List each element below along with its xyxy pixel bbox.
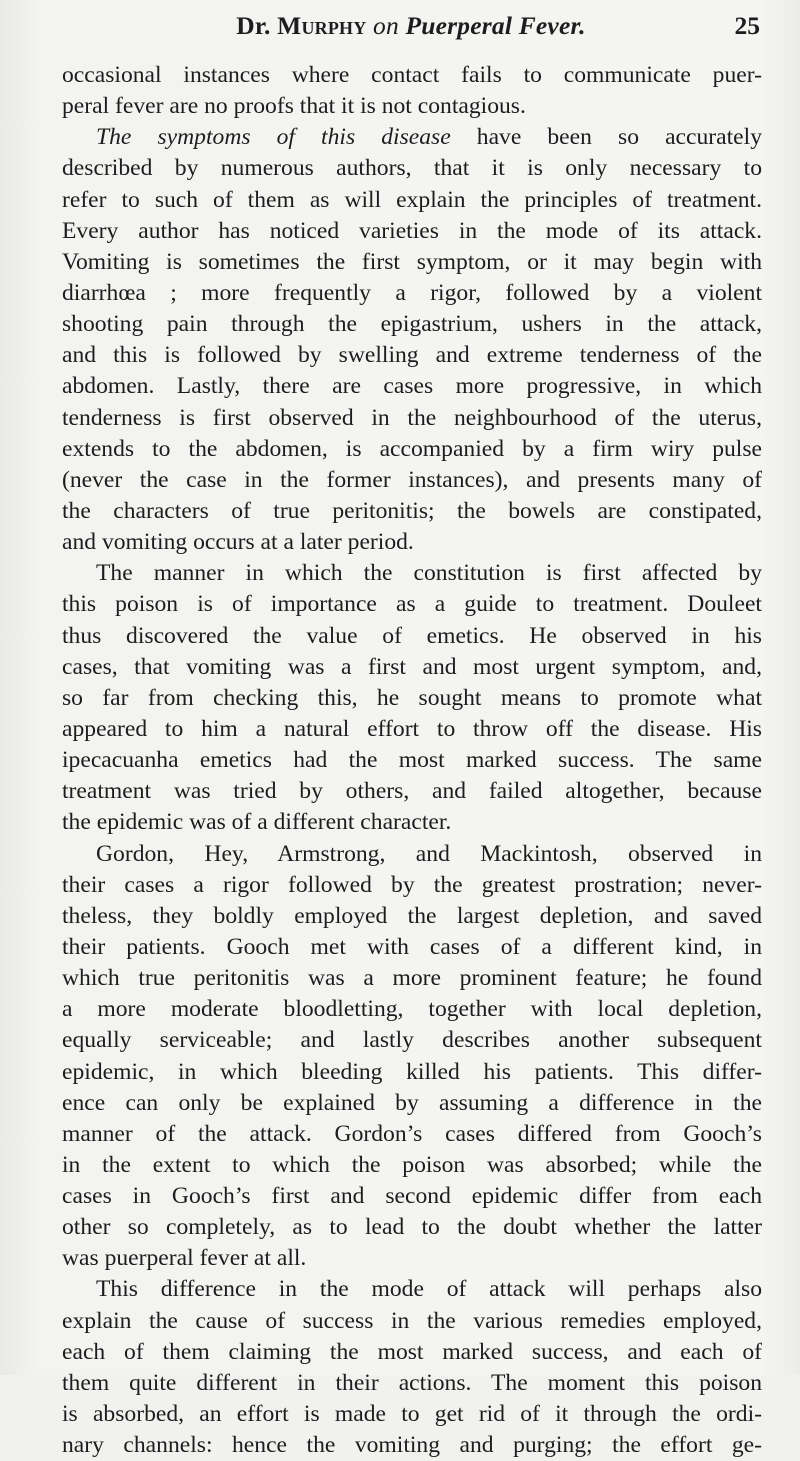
line-text: a more moderate bloodletting, together with local depletion, [62,996,762,1023]
line-text: and vomiting occurs at a later period. [62,529,414,556]
text-line [62,371,762,402]
text-line [62,1181,762,1212]
text-line [62,932,762,963]
text-line [62,1306,762,1337]
text-line [62,870,762,901]
author-name: Murphy [277,11,367,40]
text-line [62,1337,762,1368]
book-title: Puerperal Fever. [405,11,586,40]
line-text: diarrhœa ; more frequently a rigor, followed by a violent [62,279,762,306]
text-line [62,683,762,714]
line-text: nary channels: hence the vomiting and purging; the effort ge- [62,1432,762,1459]
text-line [62,652,762,683]
text-line [62,1430,762,1461]
text-line [62,1088,762,1119]
text-line [62,153,762,184]
text-line [62,247,762,278]
line-text: cases in Gooch’s first and second epidemic differ from each [62,1183,762,1210]
line-text: have been so accurately [450,124,762,151]
text-line [62,589,762,620]
line-text: each of them claiming the most marked success, and each of [62,1338,762,1365]
line-text: The manner in which the constitution is first affected by [96,560,762,587]
line-text: ence can only be explained by assuming a difference in the [62,1089,762,1116]
line-text: other so completely, as to lead to the doubt whether the latter [62,1214,762,1241]
text-line [62,1212,762,1243]
text-line [62,278,762,309]
line-text: so far from checking this, he sought means to promote what [62,684,762,711]
page-number: 25 [734,11,760,40]
line-text: was puerperal fever at all. [62,1245,307,1272]
title-connector: on [373,11,399,40]
text-line [62,1243,762,1274]
line-text: equally serviceable; and lastly describes another subsequent [62,1027,762,1054]
line-text: the epidemic was of a different character. [62,809,452,836]
line-text: is absorbed, an effort is made to get rid of it through the ordi- [62,1401,762,1428]
text-line [62,1150,762,1181]
line-text: peral fever are no proofs that it is not contagious. [62,93,526,120]
line-text: This difference in the mode of attack will perhaps also [96,1276,762,1303]
line-text: Vomiting is sometimes the first symptom, or it may begin with [62,248,762,275]
text-line [62,122,762,153]
text-line [62,403,762,434]
text-line [62,91,762,122]
text-line [62,807,762,838]
text-line [62,1025,762,1056]
text-line [62,496,762,527]
text-line [62,185,762,216]
line-text: and this is followed by swelling and extreme tenderness of the [62,342,762,369]
line-text: cases, that vomiting was a first and most urgent symptom, and, [62,653,762,680]
text-line [62,558,762,589]
text-line [62,1057,762,1088]
text-line [62,60,762,91]
line-text: shooting pain through the epigastrium, ushers in the attack, [62,311,762,338]
line-text: manner of the attack. Gordon’s cases differed from Gooch’s [62,1120,762,1147]
text-line [62,776,762,807]
line-text: the characters of true peritonitis; the bowels are constipated, [62,497,762,524]
text-line [62,1274,762,1305]
text-line [62,216,762,247]
line-text: which true peritonitis was a more prominent feature; he found [62,965,762,992]
text-line [62,714,762,745]
text-line [62,745,762,776]
line-text: appeared to him a natural effort to throw off the disease. His [62,715,762,742]
text-line [62,901,762,932]
author-prefix: Dr. [236,11,271,40]
text-line [62,340,762,371]
line-text: theless, they boldly employed the largest depletion, and saved [62,902,762,929]
text-line [62,1399,762,1430]
body-text [62,60,762,1461]
line-text: this poison is of importance as a guide to treatment. Douleet [62,591,762,618]
text-line [62,434,762,465]
italic-phrase: The symptoms of this disease [96,124,451,151]
text-line [62,1368,762,1399]
line-text: treatment was tried by others, and failed altogether, because [62,778,762,805]
running-title [62,6,760,46]
line-text: epidemic, in which bleeding killed his patients. This differ- [62,1058,762,1085]
line-text: explain the cause of success in the various remedies employed, [62,1307,762,1334]
line-text: occasional instances where contact fails to communicate puer- [62,62,762,88]
text-line [62,621,762,652]
line-text: described by numerous authors, that it is only necessary to [62,155,762,182]
line-text: thus discovered the value of emetics. He observed in his [62,622,762,649]
text-line [62,465,762,496]
running-head [62,6,760,46]
line-text: ipecacuanha emetics had the most marked success. The same [62,747,762,774]
text-line [62,309,762,340]
text-line [62,527,762,558]
text-line [62,839,762,870]
text-line [62,1119,762,1150]
line-text: them quite different in their actions. The moment this poison [62,1369,762,1396]
line-text: their patients. Gooch met with cases of a different kind, in [62,933,762,960]
text-line [62,963,762,994]
line-text: tenderness is first observed in the neighbourhood of the uterus, [62,404,762,431]
line-text: refer to such of them as will explain the principles of treatment. [62,186,762,213]
line-text: their cases a rigor followed by the greatest prostration; never- [62,871,762,898]
line-text: extends to the abdomen, is accompanied by a firm wiry pulse [62,435,762,462]
line-text: in the extent to which the poison was absorbed; while the [62,1151,762,1178]
text-line [62,994,762,1025]
line-text: (never the case in the former instances), and presents many of [62,466,762,493]
line-text: Gordon, Hey, Armstrong, and Mackintosh, observed in [96,840,762,867]
line-text: abdomen. Lastly, there are cases more progressive, in which [62,373,762,400]
line-text: Every author has noticed varieties in the mode of its attack. [62,217,762,244]
